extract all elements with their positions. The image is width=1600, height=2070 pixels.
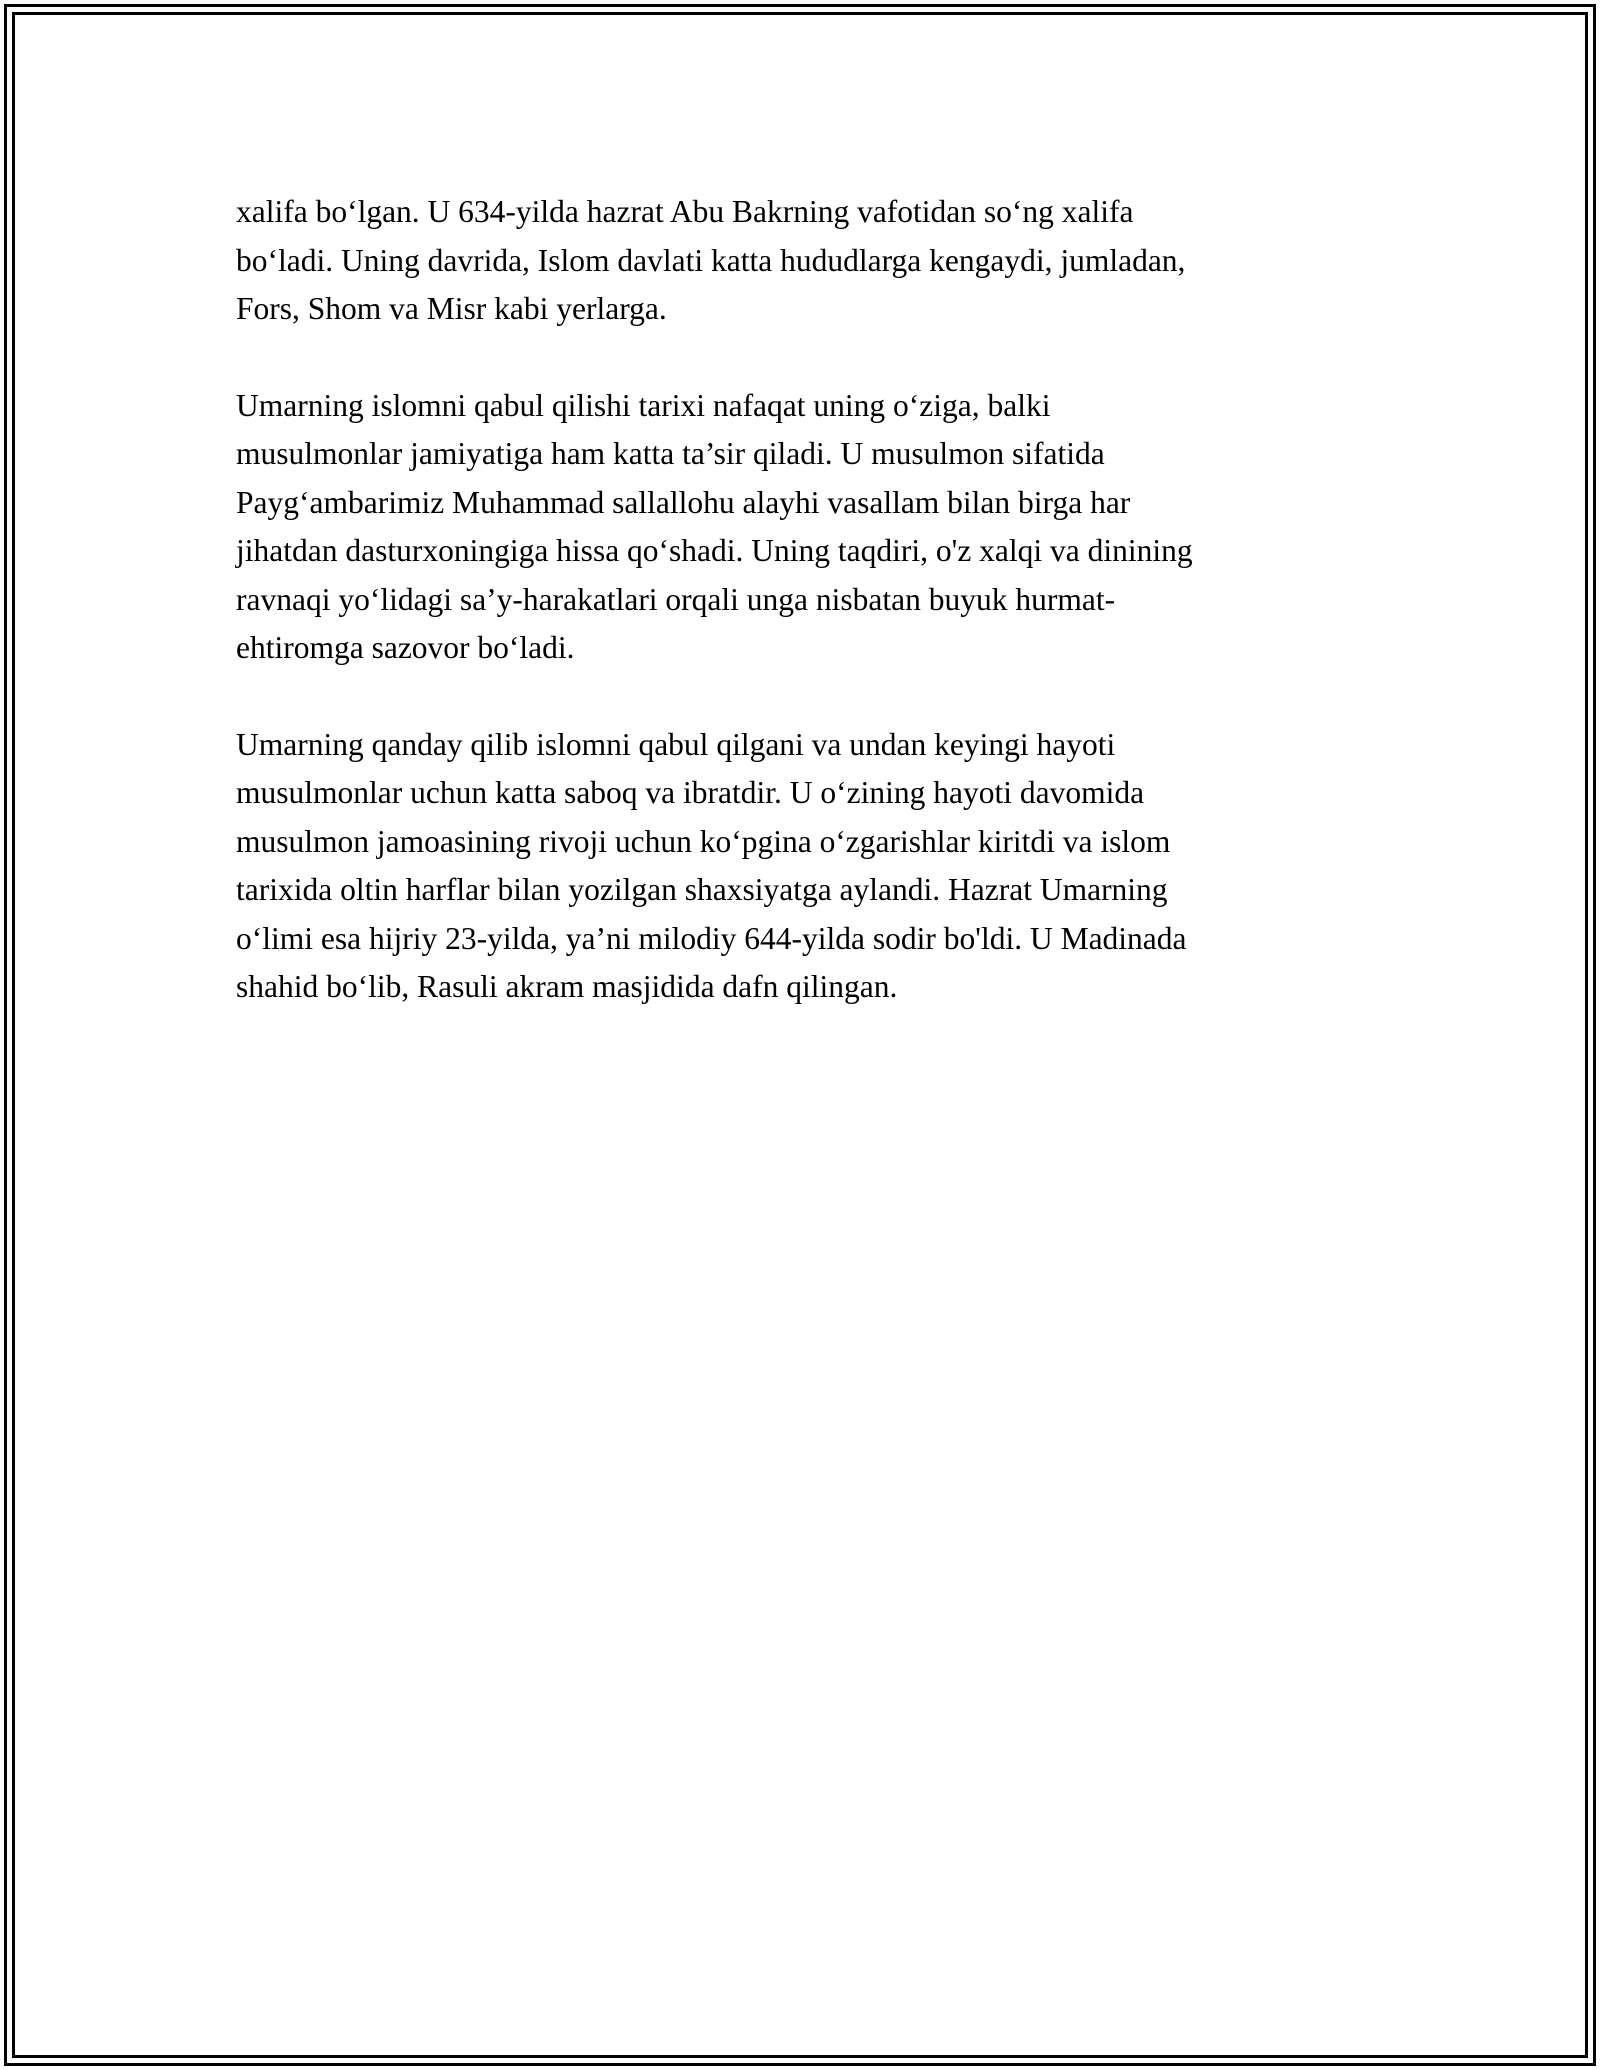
text-line: Umarning islomni qabul qilishi tarixi nafaqat uning o‘ziga, balki (236, 387, 1051, 423)
paragraph-3 (236, 721, 1366, 1012)
paragraph-1 (236, 188, 1366, 334)
text-line: Payg‘ambarimiz Muhammad sallallohu alayhi vasallam bilan birga har (236, 484, 1131, 520)
text-line: musulmon jamoasining rivoji uchun ko‘pgina o‘zgarishlar kiritdi va islom (236, 823, 1171, 859)
text-line: tarixida oltin harflar bilan yozilgan shaxsiyatga aylandi. Hazrat Umarning (236, 872, 1168, 907)
text-line: Umarning qanday qilib islomni qabul qilgani va undan keyingi hayoti (236, 726, 1116, 762)
text-line: Fors, Shom va Misr kabi yerlarga. (236, 291, 667, 326)
text-line: jihatdan dasturxoningiga hissa qo‘shadi. Uning taqdiri, o'z xalqi va dinining (236, 533, 1193, 568)
text-line: bo‘ladi. Uning davrida, Islom davlati katta hududlarga kengaydi, jumladan, (236, 242, 1186, 278)
document-body (236, 188, 1366, 1060)
text-line: musulmonlar jamiyatiga ham katta ta’sir qiladi. U musulmon sifatida (236, 436, 1105, 471)
text-line: o‘limi esa hijriy 23-yilda, ya’ni milodiy 644-yilda sodir bo'ldi. U Madinada (236, 920, 1187, 956)
text-line: ravnaqi yo‘lidagi sa’y-harakatlari orqali unga nisbatan buyuk hurmat- (236, 581, 1116, 617)
text-line: xalifa bo‘lgan. U 634-yilda hazrat Abu Bakrning vafotidan so‘ng xalifa (236, 194, 1134, 229)
text-line: musulmonlar uchun katta saboq va ibratdir. U o‘zining hayoti davomida (236, 775, 1145, 810)
text-line: ehtiromga sazovor bo‘ladi. (236, 630, 575, 665)
paragraph-2 (236, 382, 1366, 673)
text-line: shahid bo‘lib, Rasuli akram masjidida dafn qilingan. (236, 969, 898, 1004)
